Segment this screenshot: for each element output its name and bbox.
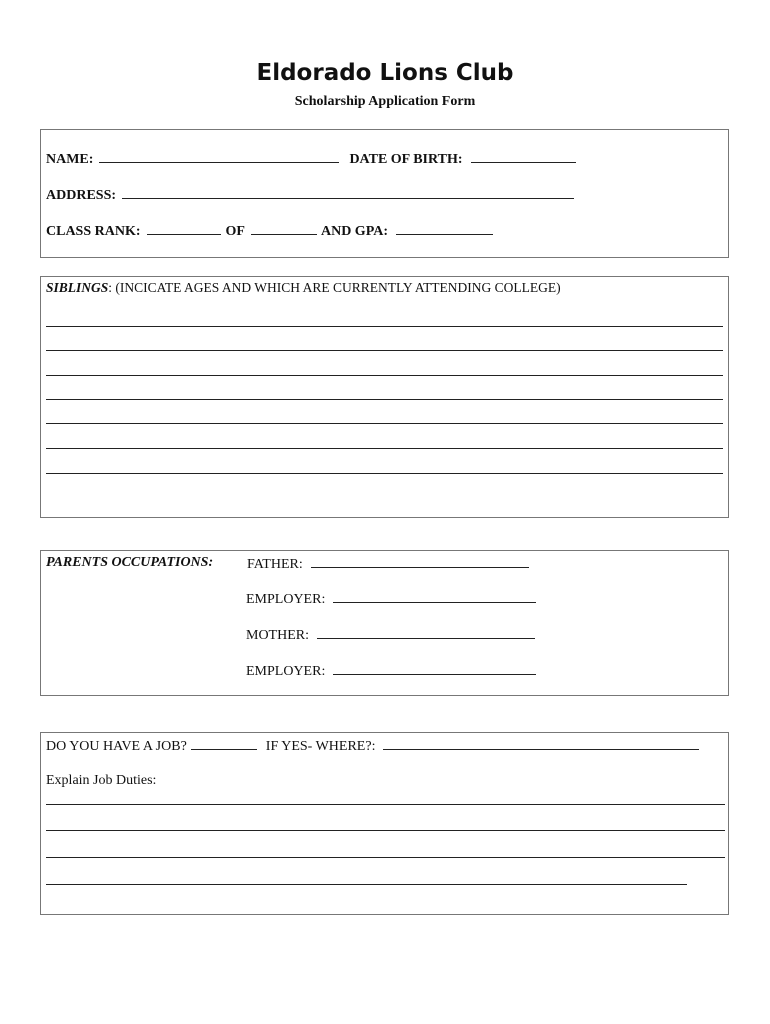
job-section	[40, 732, 729, 915]
duties-label: Explain Job Duties:	[46, 773, 157, 788]
have-job-label: DO YOU HAVE A JOB?	[46, 739, 187, 754]
class-total-field[interactable]	[251, 222, 317, 235]
siblings-line-7[interactable]	[46, 473, 723, 474]
of-label: OF	[225, 224, 245, 239]
siblings-line-4[interactable]	[46, 399, 723, 400]
name-label: NAME:	[46, 152, 94, 167]
parents-label: PARENTS OCCUPATIONS:	[46, 555, 214, 570]
siblings-line-3[interactable]	[46, 375, 723, 376]
siblings-line-2[interactable]	[46, 350, 723, 351]
siblings-instruction: : (INCICATE AGES AND WHICH ARE CURRENTLY ATTENDING COLLEGE)	[108, 280, 561, 295]
siblings-label: SIBLINGS	[46, 280, 109, 295]
page-subtitle: Scholarship Application Form	[294, 94, 476, 109]
mother-field[interactable]	[317, 626, 535, 639]
name-field[interactable]	[99, 150, 339, 163]
siblings-section	[40, 276, 729, 518]
personal-info-section	[40, 129, 729, 258]
where-label: IF YES- WHERE?:	[265, 739, 376, 754]
siblings-line-1[interactable]	[46, 326, 723, 327]
employer2-label: EMPLOYER:	[246, 664, 326, 679]
mother-label: MOTHER:	[246, 628, 309, 643]
parents-section	[40, 550, 729, 696]
class-rank-label: CLASS RANK:	[46, 224, 141, 239]
father-employer-field[interactable]	[333, 590, 536, 603]
class-rank-field[interactable]	[147, 222, 221, 235]
gpa-field[interactable]	[396, 222, 493, 235]
siblings-line-5[interactable]	[46, 423, 723, 424]
address-field[interactable]	[122, 186, 574, 199]
page-title: Eldorado Lions Club	[256, 60, 514, 86]
father-label: FATHER:	[247, 557, 303, 572]
duties-line-2[interactable]	[46, 830, 725, 831]
dob-label: DATE OF BIRTH:	[349, 152, 463, 167]
duties-line-3[interactable]	[46, 857, 725, 858]
siblings-line-6[interactable]	[46, 448, 723, 449]
mother-employer-field[interactable]	[333, 662, 536, 675]
dob-field[interactable]	[471, 150, 576, 163]
job-where-field[interactable]	[383, 737, 699, 750]
duties-line-4[interactable]	[46, 884, 687, 885]
have-job-field[interactable]	[191, 737, 257, 750]
duties-line-1[interactable]	[46, 804, 725, 805]
father-field[interactable]	[311, 555, 529, 568]
address-label: ADDRESS:	[46, 188, 117, 203]
employer1-label: EMPLOYER:	[246, 592, 326, 607]
gpa-label: AND GPA:	[320, 224, 388, 239]
